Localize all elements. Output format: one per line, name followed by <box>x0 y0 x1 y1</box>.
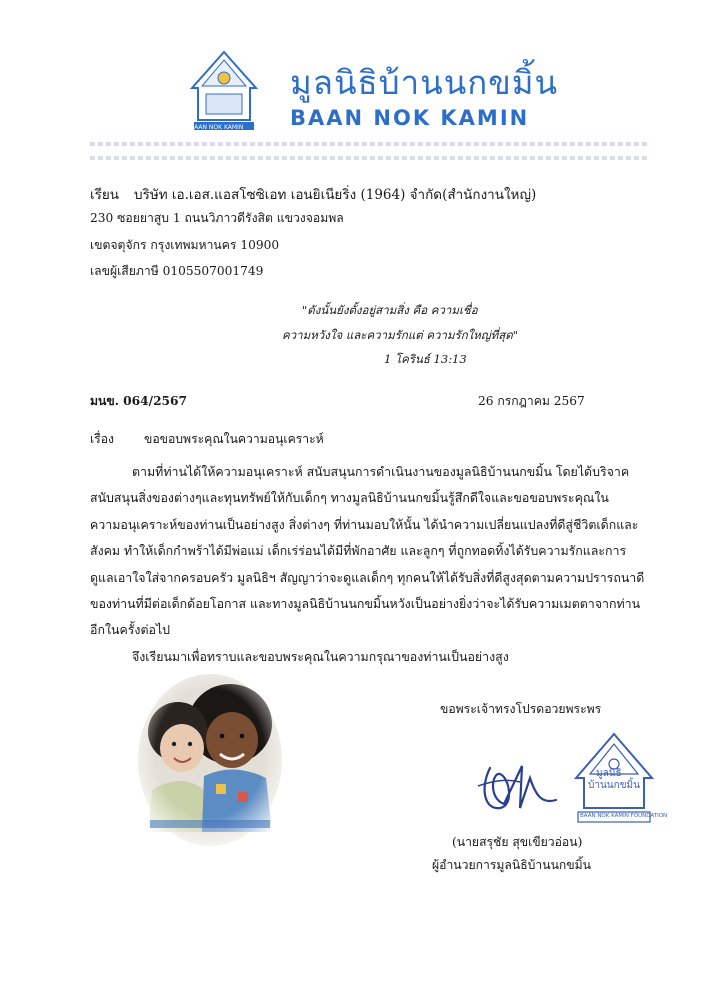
body-line: อีกในครั้งต่อไป <box>90 622 171 637</box>
foundation-logo-icon <box>184 48 264 134</box>
org-name-english: BAAN NOK KAMIN <box>290 106 530 130</box>
body-line: สังคม ทำให้เด็กกำพร้าได้มีพ่อแม่ เด็กเร่ร่อนได้มีที่พักอาศัย และลูกๆ ที่ถูกทอดทิ้งได้รับความรักและการ <box>90 543 627 558</box>
blessing: ขอพระเจ้าทรงโปรดอวยพระพร <box>440 702 602 716</box>
body-line: ความอนุเคราะห์ของท่านเป็นอย่างสูง สิ่งต่างๆ ที่ท่านมอบให้นั้น ได้นำความเปลี่ยนแปลงที่ดีสู่ชีวิตเด็กและ <box>90 517 639 532</box>
recipient-address-line2: เขตจตุจักร กรุงเทพมหานคร 10900 <box>90 238 280 252</box>
body-line: สนับสนุนสิ่งของต่างๆและทุนทรัพย์ให้กับเด็กๆ ทางมูลนิธิบ้านนกขมิ้นรู้สึกดีใจและขอขอบพระคุณใน <box>90 490 609 505</box>
body-line: ของท่านที่มีต่อเด็กด้อยโอกาส และทางมูลนิธิบ้านนกขมิ้นหวังเป็นอย่างยิ่งว่าจะได้รับความเมตตาจากท่าน <box>90 596 641 611</box>
children-photo <box>134 672 286 852</box>
signer-title: ผู้อำนวยการมูลนิธิบ้านนกขมิ้น <box>432 858 591 872</box>
recipient-tax-id: เลขผู้เสียภาษี 0105507001749 <box>90 264 264 278</box>
stamp-line2: บ้านนกขมิ้น <box>588 780 640 791</box>
body-line: ดูแลเอาใจใส่จากครอบครัว มูลนิธิฯ สัญญาว่าจะดูแลเด็กๆ ทุกคนให้ได้รับสิ่งที่ดีสูงสุดตามความปรารถนาดี <box>90 570 645 585</box>
org-name-thai: มูลนิธิบ้านนกขมิ้น <box>290 63 559 102</box>
recipient-address-line1: 230 ซอยยาสูบ 1 ถนนวิภาวดีรังสิต แขวงจอมพล <box>90 211 344 225</box>
quote-line2: ความหวังใจ และความรักแต่ ความรักใหญ่ที่สุด" <box>282 328 519 342</box>
quote-reference: 1 โครินธ์ 13:13 <box>384 352 467 366</box>
stamp-line3: BAAN NOK KAMIN FOUNDATION <box>580 813 668 819</box>
reference-number: มนข. 064/2567 <box>90 394 187 408</box>
recipient-company: บริษัท เอ.เอส.แอสโซซิเอท เอนยิเนียริ่ง (1964) จำกัด(สำนักงานใหญ่) <box>134 187 537 203</box>
stamp-line1: มูลนิธิ <box>596 768 622 779</box>
letter-date: 26 กรกฎาคม 2567 <box>478 394 585 408</box>
quote-line1: "ดังนั้นยังตั้งอยู่สามสิ่ง คือ ความเชื่อ <box>302 303 478 317</box>
faint-letterhead-rule <box>90 142 650 146</box>
subject-label: เรื่อง <box>90 432 114 446</box>
closing-line: จึงเรียนมาเพื่อทราบและขอบพระคุณในความกรุณาของท่านเป็นอย่างสูง <box>132 649 509 664</box>
signer-name: (นายสรุชัย สุขเขียวอ่อน) <box>452 835 583 849</box>
director-signature <box>470 738 562 824</box>
faint-letterhead-rule <box>90 156 650 160</box>
salutation: เรียน <box>90 187 120 203</box>
subject-text: ขอขอบพระคุณในความอนุเคราะห์ <box>144 432 324 446</box>
logo-caption: BAAN NOK KAMIN <box>190 124 244 131</box>
body-line: ตามที่ท่านได้ให้ความอนุเคราะห์ สนับสนุนการดำเนินงานของมูลนิธิบ้านนกขมิ้น โดยได้บริจาค <box>132 464 630 479</box>
